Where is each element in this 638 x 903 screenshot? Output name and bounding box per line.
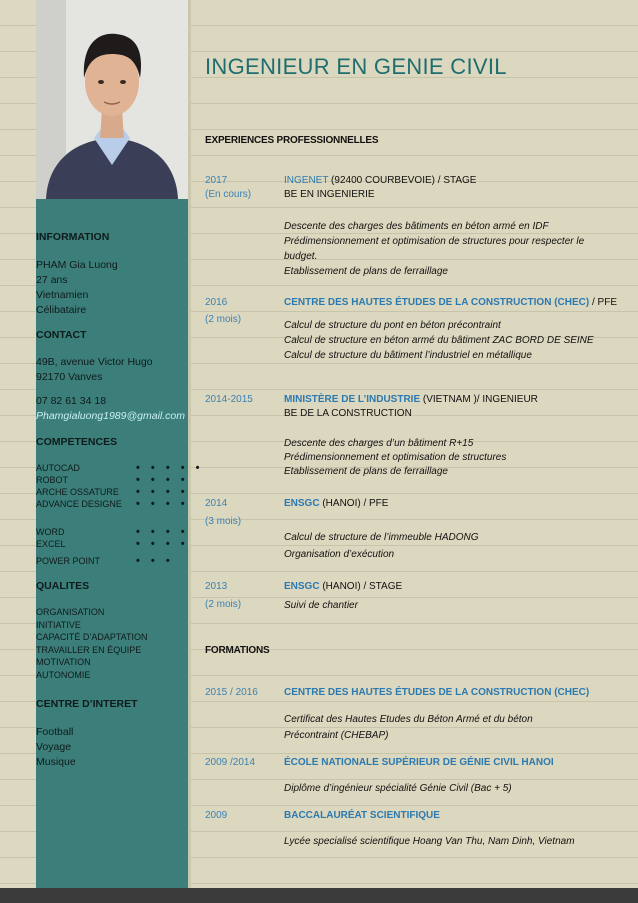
entry-company: ENSGC (HANOI) / PFE <box>284 498 389 509</box>
formations-heading: FORMATIONS <box>205 645 270 656</box>
formation-description: Diplôme d’ingénieur spécialité Génie Civil (Bac + 5) <box>284 783 512 794</box>
quality-item: MOTIVATION <box>36 657 91 667</box>
info-name: PHAM Gia Luong <box>36 259 118 271</box>
phone-number[interactable]: 07 82 61 34 18 <box>36 395 107 407</box>
skill-dots: • • • • <box>136 538 189 550</box>
address-line-1: 49B, avenue Victor Hugo <box>36 356 153 368</box>
qualites-title: QUALITES <box>36 580 90 592</box>
experience-entry <box>205 174 625 284</box>
contact-address <box>36 355 216 385</box>
entry-date: 2016 (2 mois) <box>205 297 242 325</box>
entry-company: INGENET (92400 COURBEVOIE) / STAGE BE EN INGENIERIE <box>284 174 629 202</box>
quality-item: CAPACITÉ D’ADAPTATION <box>36 632 148 642</box>
experience-heading: EXPERIENCES PROFESSIONNELLES <box>205 135 379 146</box>
skills-list-2 <box>36 526 216 567</box>
left-margin <box>0 0 36 903</box>
qualites-list <box>36 606 216 681</box>
email-link[interactable]: Phamgialuong1989@gmail.com <box>36 410 185 422</box>
interest-list <box>36 725 216 770</box>
skill-name: ARCHE OSSATURE <box>36 487 119 497</box>
skill-name: POWER POINT <box>36 556 101 566</box>
interest-section <box>36 697 216 712</box>
skill-row <box>36 555 216 567</box>
skill-name: WORD <box>36 527 65 537</box>
information-section <box>36 230 216 245</box>
bottom-bar <box>0 888 638 903</box>
entry-date: 2013 (2 mois) <box>205 581 242 610</box>
contact-details <box>36 394 216 424</box>
address-line-2: 92170 Vanves <box>36 371 103 383</box>
skill-row <box>36 462 216 474</box>
formation-school: ÉCOLE NATIONALE SUPÉRIEUR DE GÉNIE CIVIL HANOI <box>284 757 554 768</box>
skill-row <box>36 526 216 538</box>
skill-row <box>36 538 216 550</box>
formation-school: CENTRE DES HAUTES ÉTUDES DE LA CONSTRUCTION (CHEC) <box>284 687 590 698</box>
competences-title: COMPETENCES <box>36 436 118 448</box>
info-nationality: Vietnamien <box>36 289 89 301</box>
experience-entry <box>205 393 625 478</box>
skills-list-1 <box>36 462 216 510</box>
formation-description: Lycée specialisé scientifique Hoang Van Thu, Nam Dinh, Vietnam <box>284 836 575 847</box>
qualites-section <box>36 579 216 594</box>
interest-item: Musique <box>36 756 76 768</box>
entry-company: CENTRE DES HAUTES ÉTUDES DE LA CONSTRUCTION (CHEC) / PFE <box>284 297 617 308</box>
information-list <box>36 258 216 318</box>
competences-section <box>36 435 216 450</box>
skill-dots: • • • • <box>136 526 189 538</box>
skill-name: ROBOT <box>36 475 69 485</box>
experience-entry <box>205 580 625 615</box>
entry-role: BE EN INGENIERIE <box>284 189 375 200</box>
entry-description: Suivi de chantier <box>284 600 358 611</box>
page-title: INGENIEUR EN GENIE CIVIL <box>205 54 507 79</box>
entry-role: BE DE LA CONSTRUCTION <box>284 408 412 419</box>
skill-dots: • • • • <box>136 474 189 486</box>
quality-item: INITIATIVE <box>36 619 81 630</box>
skill-row <box>36 474 216 486</box>
contact-section <box>36 328 216 343</box>
info-status: Célibataire <box>36 304 87 316</box>
skill-name: AUTOCAD <box>36 463 80 473</box>
skill-dots: • • • • <box>136 498 189 510</box>
entry-date: 2017 (En cours) <box>205 175 252 200</box>
entry-company: MINISTÈRE DE L’INDUSTRIE (VIETNAM )/ INGENIEUR BE DE LA CONSTRUCTION <box>284 393 629 421</box>
formation-entry <box>205 686 625 746</box>
entry-description: Calcul de structure du pont en béton précontraint Calcul de structure en béton armé du bâtiment ZAC BORD DE SEINE Calcul de structure du bâtiment l’industriel en métallique <box>284 320 594 361</box>
formation-description: Certificat des Hautes Etudes du Béton Armé et du béton Précontraint (CHEBAP) <box>284 714 533 741</box>
quality-item: ORGANISATION <box>36 607 105 617</box>
profile-photo <box>36 0 188 199</box>
interest-item: Football <box>36 726 74 738</box>
info-age: 27 ans <box>36 274 68 286</box>
formation-school: BACCALAURÉAT SCIENTIFIQUE <box>284 810 440 821</box>
skill-row <box>36 498 216 510</box>
quality-item: TRAVAILLER EN ÉQUIPE <box>36 644 142 655</box>
entry-description: Descente des charges des bâtiments en béton armé en IDF Prédimensionnement et optimisation de structures pour respecter le budget. Etablissement de plans de ferraillage <box>284 221 585 277</box>
formation-entry <box>205 756 625 796</box>
interest-title: CENTRE D’INTERET <box>36 698 138 710</box>
interest-item: Voyage <box>36 741 72 753</box>
information-title: INFORMATION <box>36 231 110 243</box>
quality-item: AUTONOMIE <box>36 669 91 680</box>
skill-dots: • • • • • <box>136 462 204 474</box>
skill-row <box>36 486 216 498</box>
entry-description: Calcul de structure de l’immeuble HADONG Organisation d’exécution <box>284 532 479 560</box>
entry-date: 2014 (3 mois) <box>205 498 242 527</box>
entry-company: ENSGC (HANOI) / STAGE <box>284 581 403 592</box>
contact-title: CONTACT <box>36 329 87 341</box>
skill-name: EXCEL <box>36 539 66 549</box>
skill-name: ADVANCE DESIGNE <box>36 499 122 509</box>
entry-date: 2014-2015 <box>205 394 253 405</box>
formation-date: 2015 / 2016 <box>205 687 258 698</box>
formation-date: 2009 <box>205 810 228 821</box>
experience-entry <box>205 497 625 567</box>
formation-entry <box>205 809 625 849</box>
skill-dots: • • • • <box>136 486 189 498</box>
experience-entry <box>205 296 625 376</box>
skill-dots: • • • <box>136 555 174 567</box>
formation-date: 2009 /2014 <box>205 757 256 768</box>
entry-description: Descente des charges d’un bâtiment R+15 Prédimensionnement et optimisation de structures Etablissement de plans de ferraillage <box>284 438 507 477</box>
